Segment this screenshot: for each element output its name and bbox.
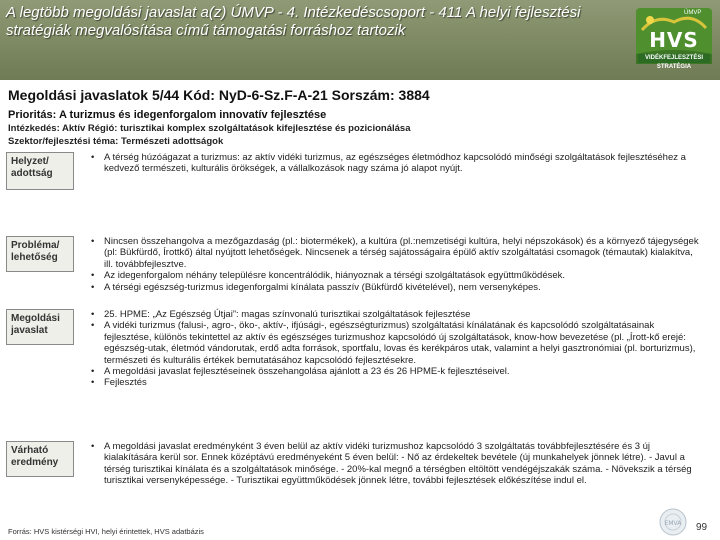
sector-line: Szektor/fejlesztési téma: Természeti adottságok: [8, 136, 224, 147]
action-line: Intézkedés: Aktív Régió: turisztikai komplex szolgáltatások kifejlesztése és pozicionálása: [8, 123, 411, 134]
page-number: 99: [696, 522, 708, 533]
header-banner: [0, 0, 720, 80]
list-item: • Nincsen összehangolva a mezőgazdaság (pl.: biotermékek), a kultúra (pl.:nemzetiségi kultúra, helyi népszokások) és a környező tájegységek (pl: Bükfürdő, Írottkő) által nyújtott lehetőségek. Nincsenek a térség sajátosságaira épülő aktív szolgáltatási csomagok (témautak) kialakítva, ill. továbbfejlesztve.: [88, 236, 700, 270]
section-label: Helyzet/ adottság: [6, 152, 74, 190]
list-item: • A megoldási javaslat fejlesztéseinek összehangolása ajánlott a 23 és 26 HPME-k fejlesztéseivel.: [88, 366, 700, 377]
section-content: [88, 152, 700, 175]
emva-seal-icon: [658, 507, 688, 537]
hvs-logo: [636, 8, 712, 70]
list-item: • A megoldási javaslat eredményként 3 éven belül az aktív vidéki turizmushoz kapcsolódó 3 szolgáltatás továbbfejlesztésére és 3 új kialakítására kerül sor. Ennek középtávú eredményeként 5 éven belül: - Nő az érdekeltek bevétele (új munkahelyek jönnek létre). - Javul a térség turisztikai kínálata és a szolgáltatások minősége. - 20%-kal megnő a térségben eltöltött vendégéjszakák száma. - Növekszik a térség turisztikai versenyképessége. - Turisztikai együttműködések jönnek létre, további fejlesztések előkészítése indul el.: [88, 441, 700, 487]
section-label: Várható eredmény: [6, 441, 74, 477]
seal-text: EMVA: [664, 520, 682, 527]
list-item: • A vidéki turizmus (falusi-, agro-, öko-, aktív-, ifjúsági-, egészségturizmus) szolgáltatási kínálatának és kapcsolódó szolgáltatásainak fejlesztése, különös tekintettel az aktív és egészséges turizmushoz kapcsolódó új szolgáltatások, know-how bevezetése (pl. „Írott-kő erejé: egészség-utak, életmód vándorutak, erdő adta források, sportfalu, lovas és kerékpáros utak, valamint a helyi gasztronómiai (pl. borturizmus), természeti és kulturális értékek bemutatásához kapcsolódó fejlesztésekre.: [88, 320, 700, 366]
logo-tag: ÚMVP: [684, 10, 702, 16]
priority-line: Prioritás: A turizmus és idegenforgalom innovatív fejlesztése: [8, 109, 327, 121]
list-item: • Az idegenforgalom néhány településre koncentrálódik, hiányoznak a térségi szolgáltatások együttműködések.: [88, 270, 700, 281]
logo-band: VIDÉKFEJLESZTÉSI STRATÉGIA: [638, 54, 710, 63]
logo-text: HVS: [649, 28, 699, 52]
list-item: • Fejlesztés: [88, 377, 700, 388]
section-content: [88, 441, 700, 487]
list-item: • 25. HPME: „Az Egészség Útjai”: magas színvonalú turisztikai szolgáltatások fejlesztése: [88, 309, 700, 320]
section-content: [88, 236, 700, 293]
section-label: Probléma/ lehetőség: [6, 236, 74, 272]
list-item: • A térség húzóágazat a turizmus: az aktív vidéki turizmus, az egészséges életmódhoz kapcsolódó minőségi szolgáltatások fejlesztéséhez a kedvező természeti, kulturális örökségek, a vállalkozások nagy száma jó alapot nyújt.: [88, 152, 700, 175]
section-label: Megoldási javaslat: [6, 309, 74, 345]
page-title: Megoldási javaslatok 5/44 Kód: NyD-6-Sz.F-A-21 Sorszám: 3884: [8, 87, 430, 103]
source-note: Forrás: HVS kistérségi HVI, helyi érintettek, HVS adatbázis: [8, 527, 204, 536]
section-content: [88, 309, 700, 389]
header-title: A legtöbb megoldási javaslat a(z) ÚMVP - 4. Intézkedéscsoport - 411 A helyi fejlesztési stratégiák megvalósítása című támogatási forráshoz tartozik: [6, 4, 581, 39]
list-item: • A térségi egészség-turizmus idegenforgalmi kínálata passzív (Bükfürdő kivételével), nem versenyképes.: [88, 282, 700, 293]
